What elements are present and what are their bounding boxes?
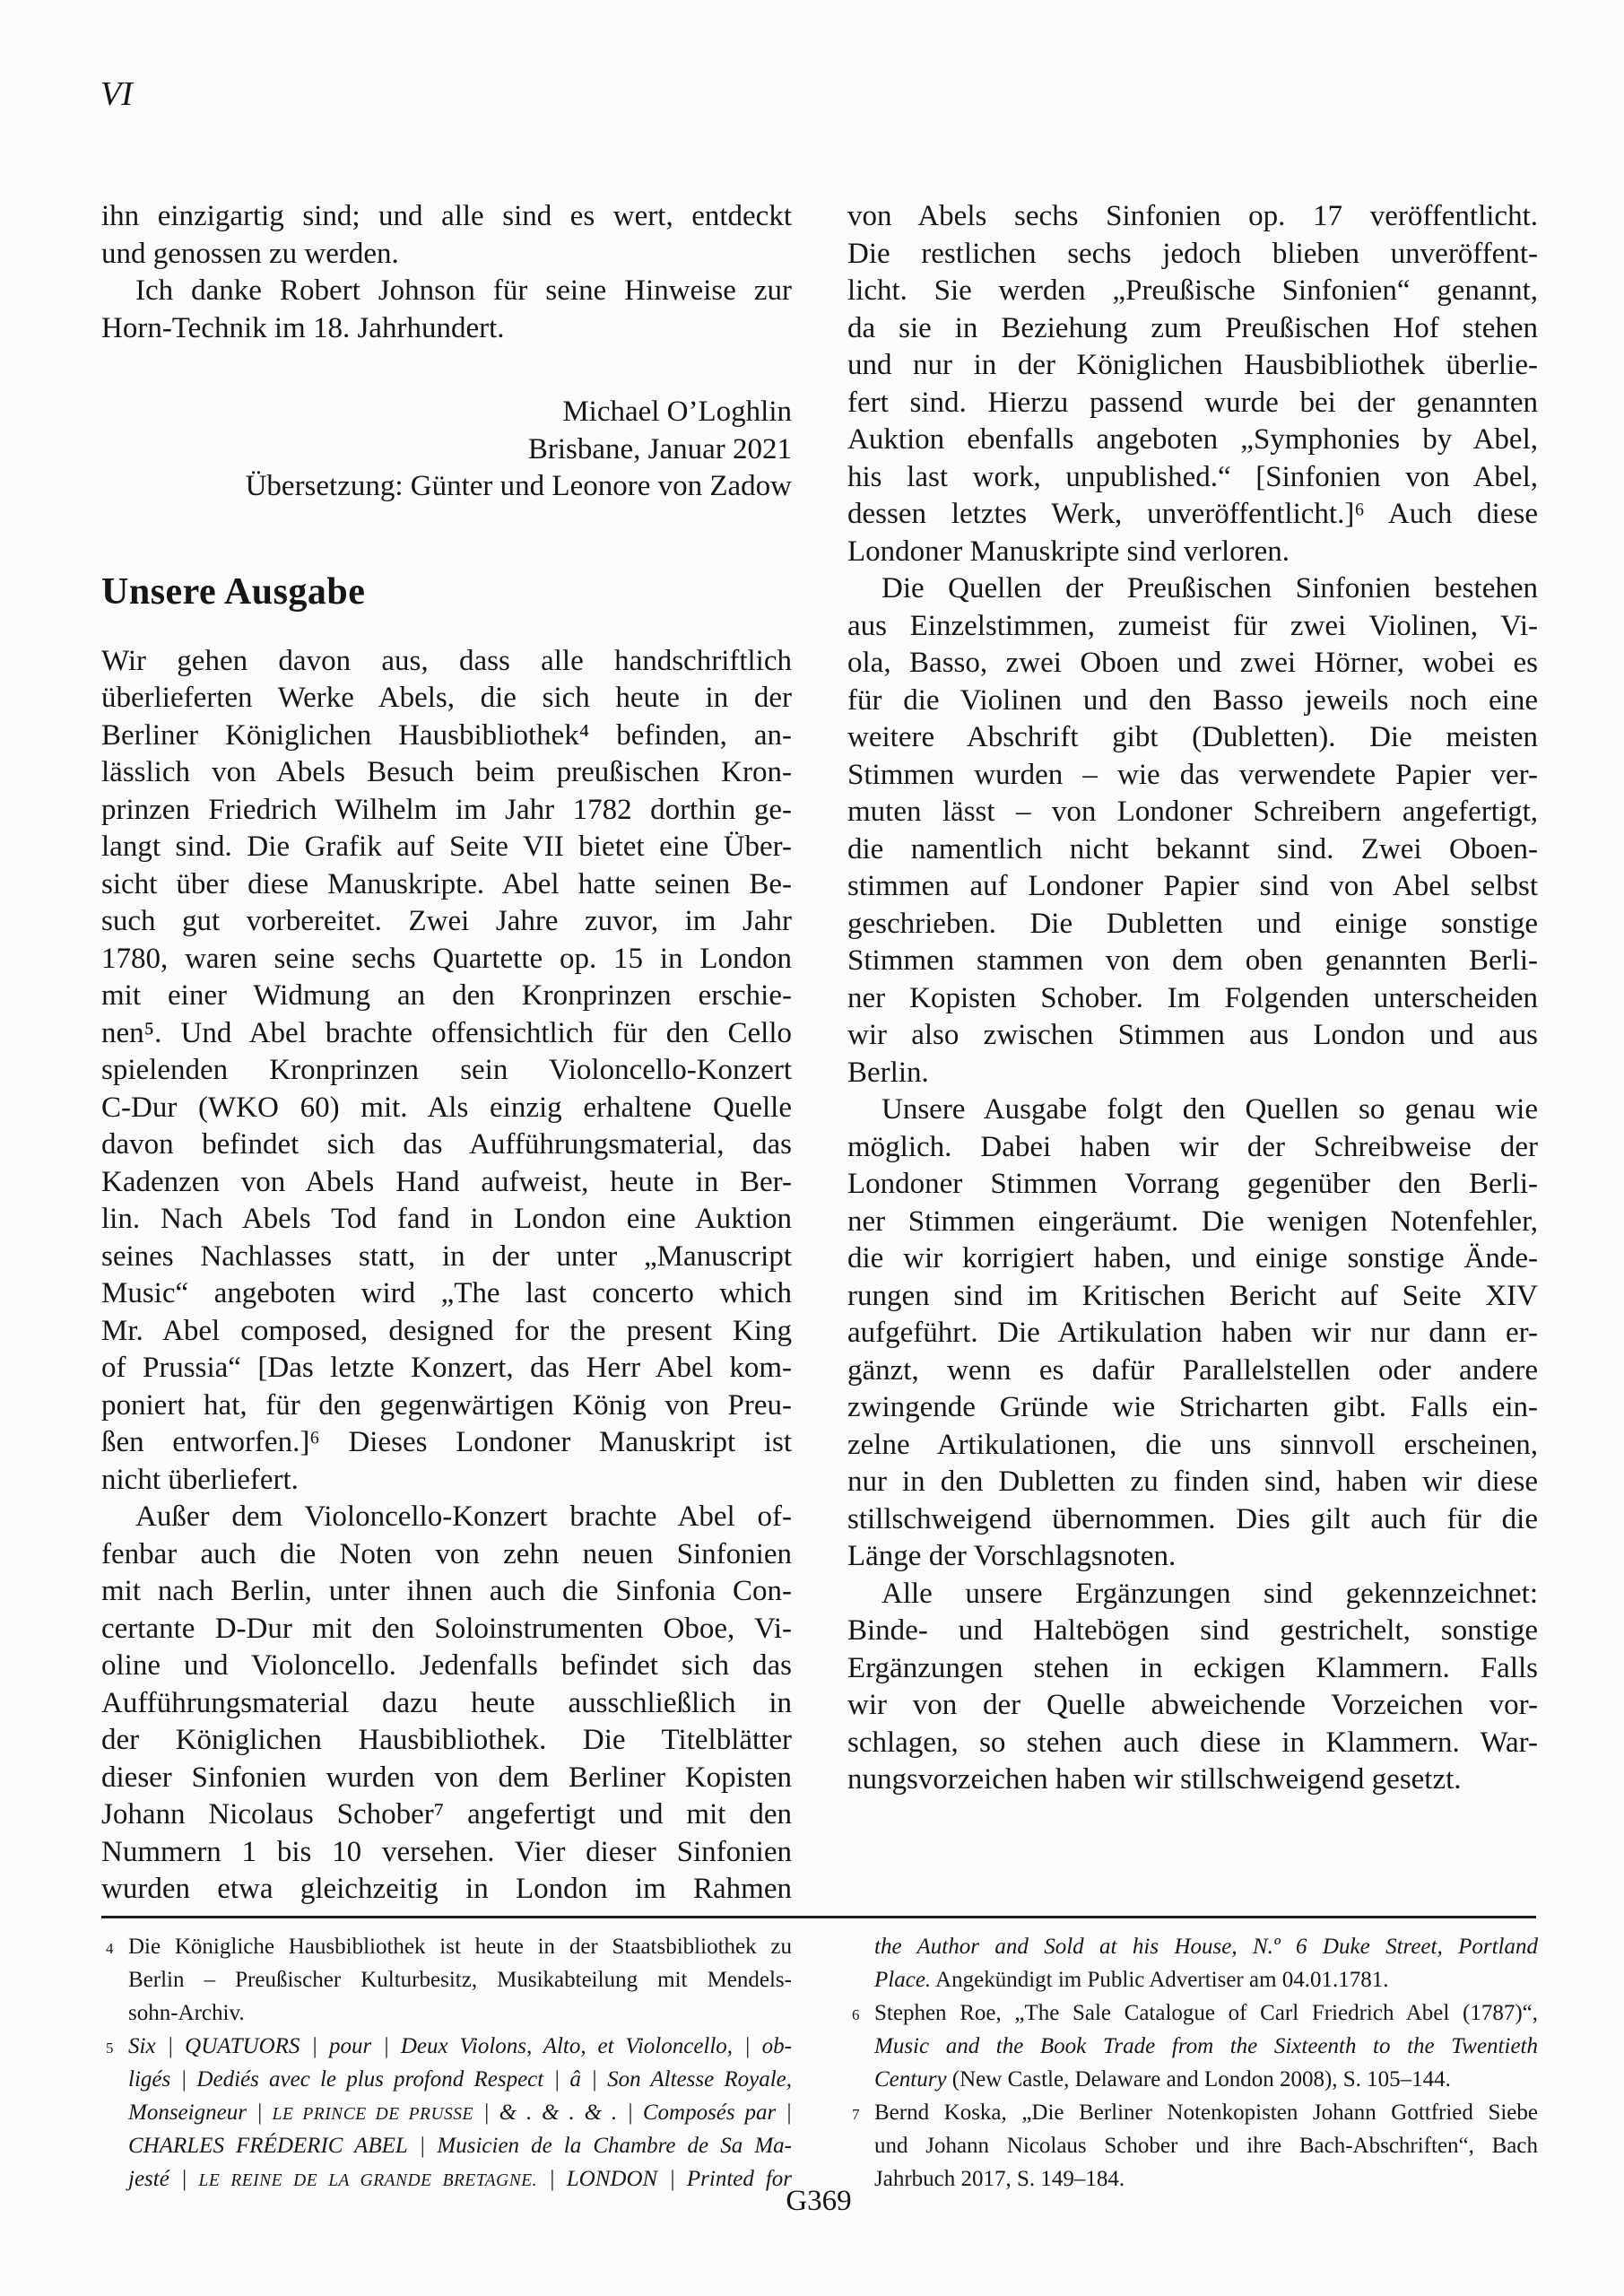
text-segment: LE REINE DE LA GRANDE BRETAGNE.: [198, 2171, 538, 2190]
text-segment: Die Königliche Hausbibliothek ist heute in der Staatsbibliothek zu: [128, 1935, 792, 1959]
text-line: [847, 1996, 1538, 2030]
text-segment: Berliner Königlichen Hausbibliothek⁴ befinden, an-: [101, 718, 792, 752]
text-line: [847, 757, 1538, 795]
text-segment: ligés | Dediés avec le plus profond Respect | â | Son Altesse Royale,: [128, 2067, 792, 2092]
text-line: [101, 570, 792, 614]
text-line: [847, 1389, 1538, 1427]
text-segment: licht. Sie werden „Preußische Sinfonien“ genannt,: [847, 274, 1538, 307]
text-segment: prinzen Friedrich Wilhelm im Jahr 1782 dorthin ge-: [101, 793, 792, 826]
text-segment: Wir gehen davon aus, dass alle handschriftlich: [101, 644, 792, 677]
text-line: [101, 1536, 792, 1574]
text-line: [847, 1464, 1538, 1501]
text-segment: zwingende Gründe wie Stricharten gibt. Falls ein-: [847, 1391, 1538, 1423]
text-segment: nur in den Dubletten zu finden sind, haben wir diese: [847, 1465, 1538, 1498]
text-line: [101, 1760, 792, 1797]
text-segment: Die restlichen sechs jedoch blieben unveröffent-: [847, 237, 1538, 270]
text-line: [847, 310, 1538, 348]
text-line: [847, 385, 1538, 422]
text-segment: Music and the Book Trade from the Sixteenth to the Twentieth: [874, 2034, 1538, 2058]
text-line: [847, 1501, 1538, 1539]
text-line: [101, 198, 792, 236]
text-line: [847, 1017, 1538, 1055]
text-line: [101, 273, 792, 310]
text-segment: nungsvorzeichen haben wir stillschweigend gesetzt.: [847, 1763, 1462, 1796]
text-line: [101, 1722, 792, 1760]
footnote-number: 5: [106, 2039, 114, 2057]
text-line: [101, 1462, 792, 1500]
text-line: [101, 1239, 792, 1276]
text-segment: Aufführungsmaterial dazu heute ausschließlich in: [101, 1686, 792, 1719]
text-segment: überlieferten Werke Abels, die sich heute in der: [101, 682, 792, 714]
text-line: [847, 459, 1538, 497]
text-segment: Stimmen stammen von dem oben genannten Berli-: [847, 944, 1538, 977]
text-segment: Horn-Technik im 18. Jahrhundert.: [101, 311, 505, 344]
text-segment: | & . & . & . | Composés par |: [473, 2100, 793, 2125]
text-segment: davon befindet sich das Aufführungsmaterial, das: [101, 1128, 792, 1161]
text-line: [847, 1091, 1538, 1129]
text-segment: Ich danke Robert Johnson für seine Hinweise zur: [135, 274, 792, 307]
text-line: [847, 683, 1538, 720]
footnote-number: 4: [106, 1940, 114, 1957]
footnotes-left-column: [101, 1930, 792, 2196]
text-segment: Außer dem Violoncello-Konzert brachte Abel of-: [135, 1500, 792, 1533]
text-line: [847, 1963, 1538, 1996]
text-line: [101, 792, 792, 830]
text-line: [101, 1090, 792, 1127]
text-line: [847, 868, 1538, 906]
text-segment: lin. Nach Abels Tod fand in London eine Auktion: [101, 1203, 792, 1235]
text-segment: Bernd Koska, „Die Berliner Notenkopisten Johann Gottfried Siebe: [874, 2100, 1538, 2125]
text-line: [847, 273, 1538, 310]
text-segment: Londoner Stimmen Vorrang gegenüber den Berli-: [847, 1168, 1538, 1200]
text-line: [101, 1350, 792, 1387]
text-segment: Brisbane, Januar 2021: [527, 432, 792, 465]
text-segment: die namentlich nicht bekannt sind. Zwei Oboen-: [847, 832, 1538, 865]
text-line: [847, 1427, 1538, 1465]
text-line: [847, 1129, 1538, 1167]
text-segment: dessen letztes Werk, unveröffentlicht.]⁶ Auch diese: [847, 498, 1538, 530]
text-segment: jesté |: [128, 2167, 199, 2191]
text-segment: LE PRINCE DE PRUSSE: [272, 2105, 473, 2124]
right-column: [847, 198, 1538, 1799]
text-line: [101, 1387, 792, 1425]
footnote-number: 7: [852, 2106, 860, 2123]
text-line: [101, 1685, 792, 1723]
text-segment: ihn einzigartig sind; und alle sind es wert, entdeckt: [101, 200, 792, 232]
text-segment: Londoner Manuskripte sind verloren.: [847, 535, 1290, 568]
text-line: [101, 1201, 792, 1239]
text-segment: wir also zwischen Stimmen aus London und aus: [847, 1019, 1538, 1051]
text-segment: nicht überliefert.: [101, 1463, 299, 1496]
text-segment: ner Stimmen eingeräumt. Die wenigen Notenfehler,: [847, 1205, 1538, 1238]
text-segment: 1780, waren seine sechs Quartette op. 15 in London: [101, 942, 792, 975]
text-line: [101, 866, 792, 904]
text-line: [101, 978, 792, 1015]
text-segment: muten lässt – von Londoner Schreibern angefertigt,: [847, 796, 1538, 828]
text-line: [101, 1871, 792, 1909]
text-segment: poniert hat, für den gegenwärtigen König von Preu-: [101, 1388, 792, 1422]
text-segment: C-Dur (WKO 60) mit. Als einzig erhaltene Quelle: [101, 1091, 792, 1124]
text-line: [101, 718, 792, 755]
text-line: [101, 1424, 792, 1462]
text-line: [847, 719, 1538, 757]
text-line: [847, 794, 1538, 831]
text-segment: of Prussia“ [Das letzte Konzert, das Herr Abel kom-: [101, 1352, 792, 1384]
text-segment: von Abels sechs Sinfonien op. 17 veröffentlicht.: [847, 200, 1538, 232]
text-line: [101, 1796, 792, 1834]
text-segment: und nur in der Königlichen Hausbibliothek überlie-: [847, 349, 1538, 381]
text-segment: Nummern 1 bis 10 versehen. Vier dieser Sinfonien: [101, 1835, 792, 1868]
text-line: [847, 1761, 1538, 1799]
page-number: VI: [100, 75, 133, 113]
text-line: [101, 1996, 792, 2030]
text-line: [101, 903, 792, 941]
text-segment: Unsere Ausgabe folgt den Quellen so genau wie: [881, 1093, 1538, 1126]
text-segment: für die Violinen und den Basso jeweils noch eine: [847, 683, 1538, 717]
text-segment: Angekündigt im Public Advertiser am 04.01.1781.: [931, 1968, 1389, 1992]
text-segment: ßen entworfen.]⁶ Dieses Londoner Manuskript ist: [101, 1426, 792, 1458]
text-line: [101, 1313, 792, 1351]
footnote: [847, 1930, 1538, 1996]
text-segment: Übersetzung: Günter und Leonore von Zadow: [245, 470, 792, 502]
footnote-number: 6: [852, 2006, 860, 2023]
text-line: [101, 1499, 792, 1536]
text-segment: Six | QUATUORS | pour | Deux Violons, Alto, et Violoncello, | ob-: [128, 2034, 792, 2058]
text-line: [101, 1573, 792, 1611]
text-segment: the Author and Sold at his House, N.º 6 Duke Street, Portland: [874, 1935, 1538, 1959]
text-segment: schlagen, so stehen auch diese in Klammern. War-: [847, 1726, 1538, 1759]
text-segment: Länge der Vorschlagsnoten.: [847, 1540, 1177, 1572]
text-segment: Unsere Ausgabe: [101, 570, 366, 613]
text-line: [847, 422, 1538, 459]
text-segment: sohn-Archiv.: [128, 2001, 245, 2025]
text-segment: CHARLES FRÉDERIC ABEL | Musicien de la Chambre de Sa Ma-: [128, 2134, 792, 2158]
text-line: [847, 1650, 1538, 1688]
text-segment: mit einer Widmung an den Kronprinzen erschie-: [101, 979, 792, 1012]
text-segment: weitere Abschrift gibt (Dubletten). Die meisten: [847, 721, 1538, 753]
footnote: [847, 2096, 1538, 2196]
text-segment: sicht über diese Manuskripte. Abel hatte seinen Be-: [101, 867, 792, 900]
text-segment: gänzt, wenn es dafür Parallelstellen oder andere: [847, 1353, 1538, 1387]
text-segment: his last work, unpublished.“ [Sinfonien von Abel,: [847, 460, 1538, 493]
text-segment: wir von der Quelle abweichende Vorzeichen vor-: [847, 1689, 1538, 1721]
text-line: [101, 2063, 792, 2096]
text-line: [101, 941, 792, 978]
text-segment: Die Quellen der Preußischen Sinfonien bestehen: [881, 572, 1538, 604]
text-line: [101, 1275, 792, 1313]
text-segment: fenbar auch die Noten von zehn neuen Sinfonien: [101, 1537, 792, 1570]
text-line: [847, 1240, 1538, 1278]
text-segment: seines Nachlasses statt, in der unter „Manuscript: [101, 1239, 792, 1273]
text-line: [847, 570, 1538, 608]
text-line: [847, 2129, 1538, 2162]
text-segment: da sie in Beziehung zum Preußischen Hof stehen: [847, 311, 1538, 344]
text-segment: Century: [874, 2067, 947, 2092]
text-segment: der Königlichen Hausbibliothek. Die Titelblätter: [101, 1724, 792, 1756]
footnote-separator: [101, 1916, 1536, 1918]
text-line: [101, 236, 792, 274]
text-line: [847, 608, 1538, 646]
text-line: [847, 1352, 1538, 1390]
text-segment: aus Einzelstimmen, zumeist für zwei Violinen, Vi-: [847, 609, 1538, 642]
text-segment: Berlin – Preußischer Kulturbesitz, Musikabteilung mit Mendels-: [128, 1968, 792, 1992]
text-segment: ola, Basso, zwei Oboen und zwei Hörner, wobei es: [847, 647, 1538, 679]
text-line: [101, 680, 792, 718]
text-line: [847, 1166, 1538, 1204]
text-segment: Johann Nicolaus Schober⁷ angefertigt und mit den: [101, 1798, 792, 1831]
text-segment: zelne Artikulationen, die uns sinnvoll erscheinen,: [847, 1428, 1538, 1461]
text-line: [847, 1613, 1538, 1650]
signature-block: [101, 394, 792, 506]
text-line: [847, 198, 1538, 236]
text-segment: lässlich von Abels Besuch beim preußischen Kron-: [101, 756, 792, 788]
left-column: [101, 198, 792, 1909]
text-line: [101, 1015, 792, 1053]
text-segment: nen⁵. Und Abel brachte offensichtlich für den Cello: [101, 1016, 792, 1049]
section-heading: [101, 570, 792, 614]
text-line: [847, 496, 1538, 534]
text-line: [101, 2096, 792, 2129]
text-segment: spielenden Kronprinzen sein Violoncello-Konzert: [101, 1054, 792, 1086]
text-segment: Berlin.: [847, 1056, 929, 1089]
text-segment: (New Castle, Delaware and London 2008), S. 105–144.: [946, 2067, 1451, 2092]
footnote: [847, 1996, 1538, 2096]
text-segment: Binde- und Haltebögen sind gestrichelt, sonstige: [847, 1614, 1538, 1647]
text-line: [847, 534, 1538, 571]
text-line: [101, 2030, 792, 2063]
text-line: [847, 906, 1538, 944]
text-segment: die wir korrigiert haben, und einige sonstige Ände-: [847, 1242, 1538, 1274]
text-line: [101, 643, 792, 681]
text-segment: geschrieben. Die Dubletten und einige sonstige: [847, 907, 1538, 940]
text-segment: Ergänzungen stehen in eckigen Klammern. Falls: [847, 1651, 1538, 1684]
text-line: [847, 347, 1538, 385]
text-line: [847, 1315, 1538, 1352]
text-line: [101, 394, 792, 431]
text-segment: langt sind. Die Grafik auf Seite VII bietet eine Über-: [101, 831, 792, 863]
text-segment: Alle unsere Ergänzungen sind gekennzeichnet:: [881, 1577, 1538, 1610]
paragraph-block: [847, 198, 1538, 1799]
text-line: [847, 943, 1538, 980]
text-line: [101, 829, 792, 866]
text-segment: Stimmen wurden – wie das verwendete Papier ver-: [847, 758, 1538, 791]
footnote: [101, 1930, 792, 2030]
text-line: [847, 980, 1538, 1018]
text-segment: Music“ angeboten wird „The last concerto which: [101, 1277, 792, 1309]
text-segment: dieser Sinfonien wurden von dem Berliner Kopisten: [101, 1761, 792, 1794]
text-line: [101, 1164, 792, 1202]
text-segment: ner Kopisten Schober. Im Folgenden unterscheiden: [847, 981, 1538, 1014]
text-segment: wurden etwa gleichzeitig in London im Rahmen: [101, 1873, 792, 1905]
footnote: [101, 2030, 792, 2196]
text-segment: Michael O’Loghlin: [562, 396, 792, 428]
text-segment: fert sind. Hierzu passend wurde bei der genannten: [847, 386, 1538, 419]
text-line: [847, 1538, 1538, 1576]
text-line: [847, 1930, 1538, 1963]
text-segment: und Johann Nicolaus Schober und ihre Bach-Abschriften“, Bach: [874, 2134, 1538, 2158]
text-line: [101, 1126, 792, 1164]
text-line: [847, 236, 1538, 274]
text-segment: Mr. Abel composed, designed for the present King: [101, 1314, 792, 1347]
text-segment: Kadenzen von Abels Hand aufweist, heute in Ber-: [101, 1165, 792, 1198]
text-line: [101, 1930, 792, 1963]
text-line: [847, 2063, 1538, 2096]
text-segment: Jahrbuch 2017, S. 149–184.: [874, 2167, 1125, 2191]
text-segment: und genossen zu werden.: [101, 237, 399, 270]
text-line: [847, 1204, 1538, 1241]
text-line: [101, 2129, 792, 2162]
paragraph-block: [101, 198, 792, 347]
text-line: [847, 2030, 1538, 2063]
text-line: [101, 310, 792, 348]
text-line: [847, 2096, 1538, 2129]
text-segment: rungen sind im Kritischen Bericht auf Seite XIV: [847, 1279, 1538, 1312]
text-line: [101, 1834, 792, 1872]
text-line: [101, 431, 792, 469]
text-line: [847, 1725, 1538, 1762]
text-segment: Auktion ebenfalls angeboten „Symphonies by Abel,: [847, 423, 1538, 456]
text-line: [101, 468, 792, 506]
text-line: [101, 1648, 792, 1685]
text-segment: | LONDON | Printed for: [537, 2167, 792, 2191]
plate-number: G369: [786, 2185, 852, 2217]
paragraph-block: [101, 643, 792, 1909]
text-line: [101, 754, 792, 792]
text-segment: aufgeführt. Die Artikulation haben wir nur dann er-: [847, 1317, 1538, 1349]
text-segment: Place.: [874, 1968, 932, 1992]
text-line: [101, 1963, 792, 1996]
text-line: [101, 1611, 792, 1648]
text-line: [847, 1576, 1538, 1613]
text-segment: Stephen Roe, „The Sale Catalogue of Carl Friedrich Abel (1787)“,: [874, 2001, 1538, 2025]
text-line: [847, 1278, 1538, 1316]
text-segment: stimmen auf Londoner Papier sind von Abel selbst: [847, 870, 1538, 902]
text-line: [847, 831, 1538, 869]
text-segment: such gut vorbereitet. Zwei Jahre zuvor, im Jahr: [101, 905, 792, 937]
footnotes-right-column: [847, 1930, 1538, 2196]
text-segment: oline und Violoncello. Jedenfalls befindet sich das: [101, 1649, 792, 1682]
text-segment: mit nach Berlin, unter ihnen auch die Sinfonia Con-: [101, 1575, 792, 1607]
text-segment: stillschweigend übernommen. Dies gilt auch für die: [847, 1502, 1538, 1535]
text-line: [847, 1687, 1538, 1725]
text-segment: certante D-Dur mit den Soloinstrumenten Oboe, Vi-: [101, 1612, 792, 1645]
text-line: [101, 1052, 792, 1090]
text-line: [847, 1055, 1538, 1092]
text-segment: möglich. Dabei haben wir der Schreibweise der: [847, 1130, 1538, 1163]
text-line: [847, 645, 1538, 683]
text-segment: Monseigneur |: [128, 2100, 273, 2125]
